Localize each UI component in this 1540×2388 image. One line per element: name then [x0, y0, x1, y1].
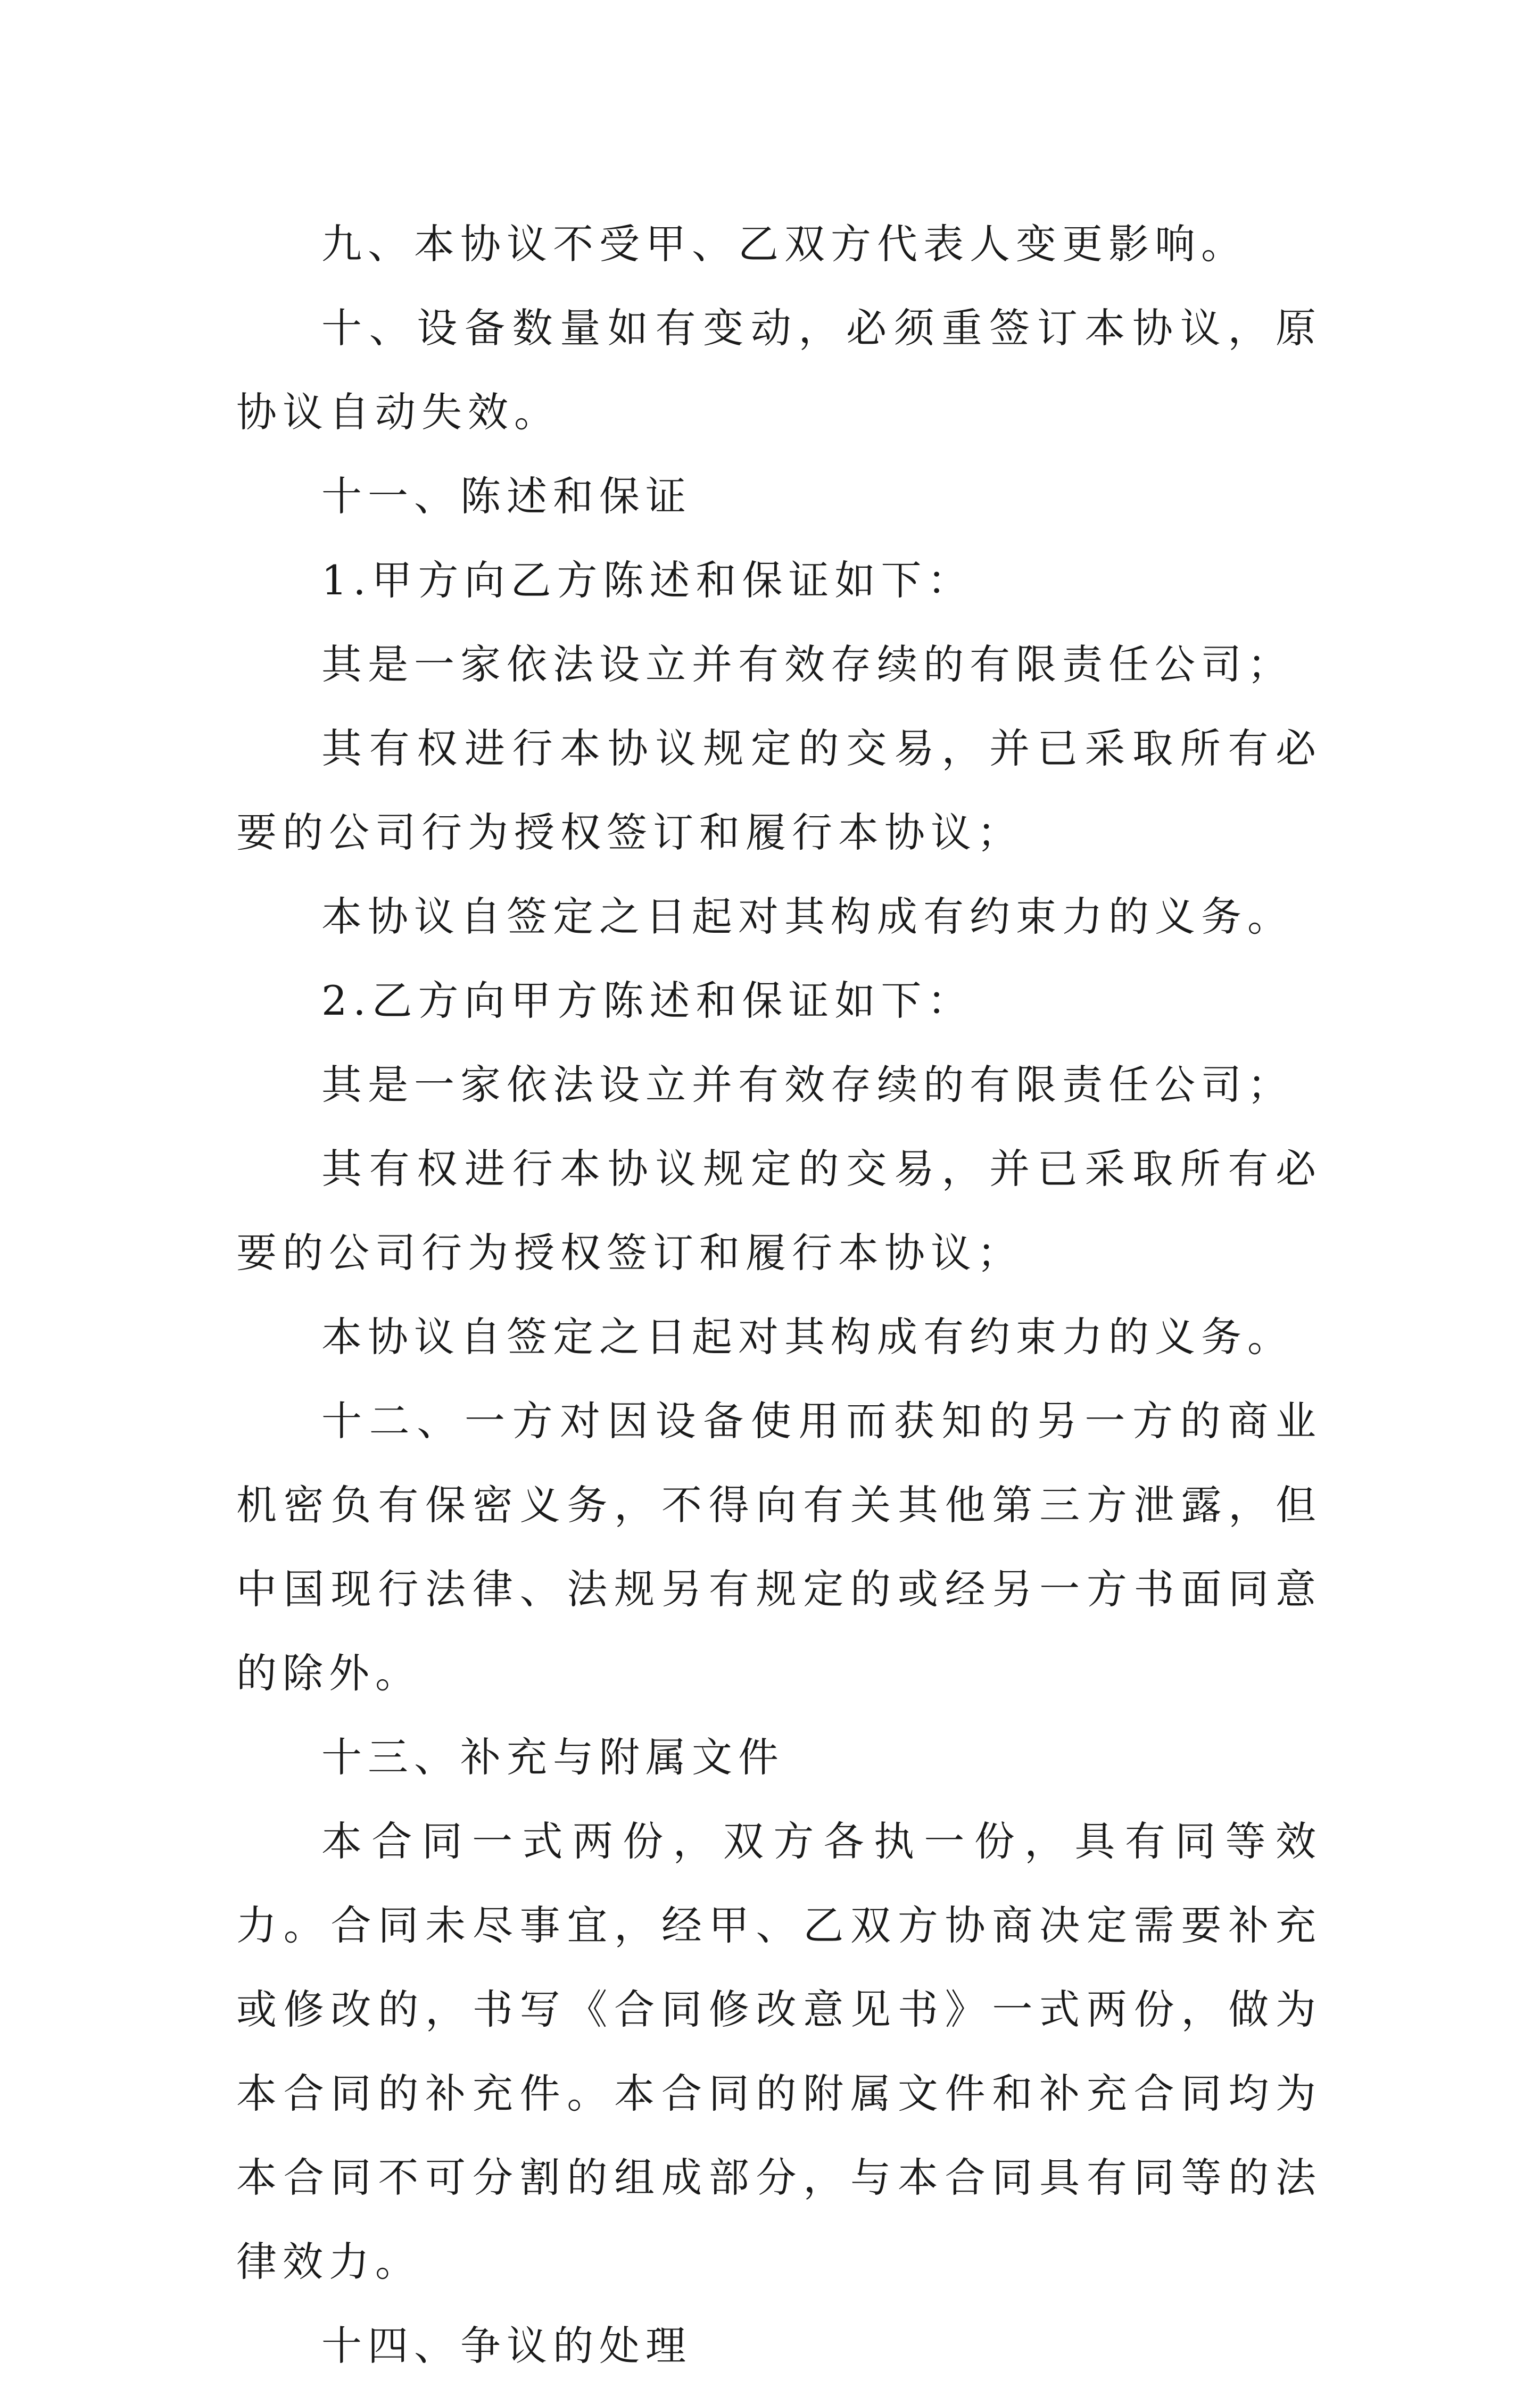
clause-11-party-b-item-1: 其是一家依法设立并有效存续的有限责任公司；: [321, 1061, 1294, 1108]
clause-11-party-a-item-2: 其有权进行本协议规定的交易，并已采取所有必要的公司行为授权签订和履行本协议；: [236, 725, 1322, 856]
clause-11-party-b-item-3: 本协议自签定之日起对其构成有约束力的义务。: [321, 1313, 1294, 1361]
clause-9: 九、本协议不受甲、乙双方代表人变更影响。: [321, 220, 1247, 268]
clause-13-heading: 十三、补充与附属文件: [321, 1734, 784, 1781]
clause-13-body: 本合同一式两份，双方各执一份，具有同等效力。合同未尽事宜，经甲、乙双方协商决定需要补充或修改的，书写《合同修改意见书》一式两份，做为本合同的补充件。本合同的附属文件和补充合同均为本合同不可分割的组成部分，与本合同具有同等的法律效力。: [236, 1818, 1322, 2285]
clause-11-heading: 十一、陈述和保证: [321, 472, 692, 520]
clause-11-party-b-intro: 2.乙方向甲方陈述和保证如下：: [321, 977, 974, 1024]
clause-12: 十二、一方对因设备使用而获知的另一方的商业机密负有保密义务，不得向有关其他第三方泄露，但中国现行法律、法规另有规定的或经另一方书面同意的除外。: [236, 1397, 1322, 1697]
clause-11-party-a-intro: 1.甲方向乙方陈述和保证如下：: [321, 557, 974, 604]
clause-11-party-a-item-1: 其是一家依法设立并有效存续的有限责任公司；: [321, 641, 1294, 688]
document-body: [236, 202, 1322, 2388]
clause-14-heading: 十四、争议的处理: [321, 2322, 692, 2369]
clause-11-party-b-item-2: 其有权进行本协议规定的交易，并已采取所有必要的公司行为授权签订和履行本协议；: [236, 1145, 1322, 1276]
clause-11-party-a-item-3: 本协议自签定之日起对其构成有约束力的义务。: [321, 893, 1294, 940]
clause-10: 十、设备数量如有变动，必须重签订本协议，原协议自动失效。: [236, 304, 1322, 436]
